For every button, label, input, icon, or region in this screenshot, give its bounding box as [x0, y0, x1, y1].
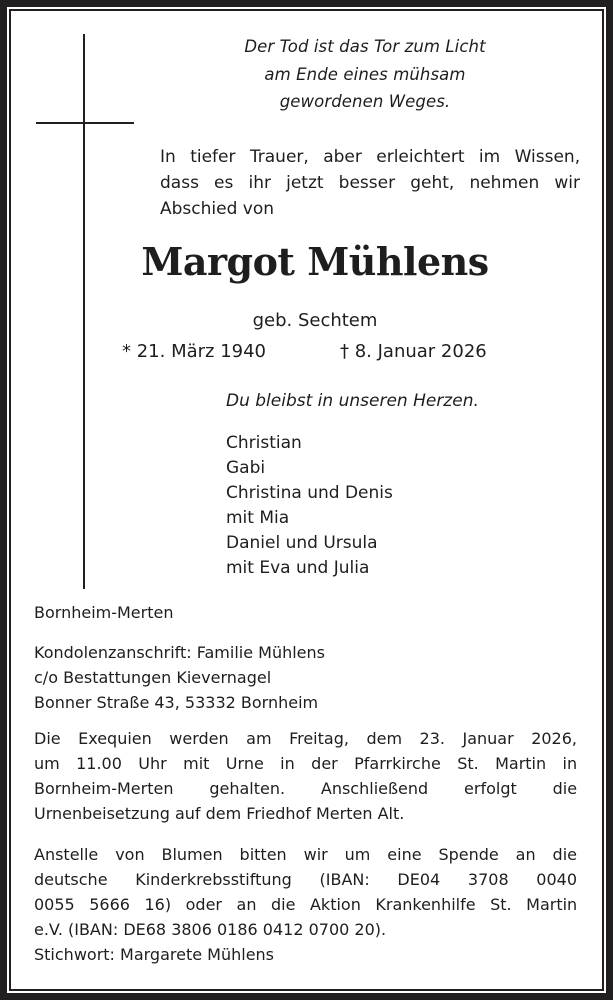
- birth-date: * 21. März 1940: [122, 341, 267, 362]
- intro-line: Abschied von: [160, 199, 275, 219]
- farewell-phrase: Du bleibst in unseren Herzen.: [226, 391, 479, 411]
- cross-icon: [83, 34, 85, 589]
- mourner: Christina und Denis: [226, 483, 393, 503]
- cross-icon-crossbar: [36, 122, 134, 124]
- funeral-service-info: [34, 726, 577, 826]
- address-line: Kondolenzanschrift: Familie Mühlens: [34, 643, 325, 662]
- donation-line: Anstelle von Blumen bitten wir um eine Spende an die: [34, 845, 577, 864]
- address-line: c/o Bestattungen Kievernagel: [34, 668, 272, 687]
- donation-line: deutsche Kinderkrebsstiftung (IBAN: DE04 3708 0040: [34, 870, 577, 889]
- mourner: Daniel und Ursula: [226, 533, 378, 553]
- intro-line: In tiefer Trauer, aber erleichtert im Wissen,: [160, 147, 580, 167]
- mourner: mit Eva und Julia: [226, 558, 370, 578]
- motto-line: gewordenen Weges.: [279, 92, 451, 111]
- intro-text: [160, 144, 580, 222]
- motto-line: am Ende eines mühsam: [264, 64, 466, 84]
- maiden-name: geb. Sechtem: [252, 310, 378, 331]
- donation-line: 0055 5666 16) oder an die Aktion Krankenhilfe St. Martin: [34, 895, 577, 914]
- service-line: Die Exequien werden am Freitag, dem 23. Januar 2026,: [34, 729, 577, 748]
- mourner: Christian: [226, 433, 302, 453]
- motto-quote: [200, 33, 530, 116]
- condolence-address: [34, 640, 325, 715]
- service-line: Bornheim-Merten gehalten. Anschließend erfolgt die: [34, 779, 577, 798]
- address-line: Bonner Straße 43, 53332 Bornheim: [34, 693, 319, 712]
- mourners-list: [226, 431, 393, 581]
- deceased-name: Margot Mühlens: [141, 239, 489, 284]
- mourner: Gabi: [226, 458, 266, 478]
- service-line: Urnenbeisetzung auf dem Friedhof Merten Alt.: [34, 804, 405, 823]
- donation-line: e.V. (IBAN: DE68 3806 0186 0412 0700 20).: [34, 920, 387, 939]
- service-line: um 11.00 Uhr mit Urne in der Pfarrkirche St. Martin in: [34, 754, 577, 773]
- death-date: † 8. Januar 2026: [340, 341, 487, 362]
- intro-line: dass es ihr jetzt besser geht, nehmen wir: [160, 173, 580, 193]
- donation-keyword: Stichwort: Margarete Mühlens: [34, 945, 275, 964]
- motto-line: Der Tod ist das Tor zum Licht: [244, 37, 486, 56]
- mourner: mit Mia: [226, 508, 290, 528]
- donation-request: [34, 842, 577, 967]
- place-name: Bornheim-Merten: [34, 603, 174, 622]
